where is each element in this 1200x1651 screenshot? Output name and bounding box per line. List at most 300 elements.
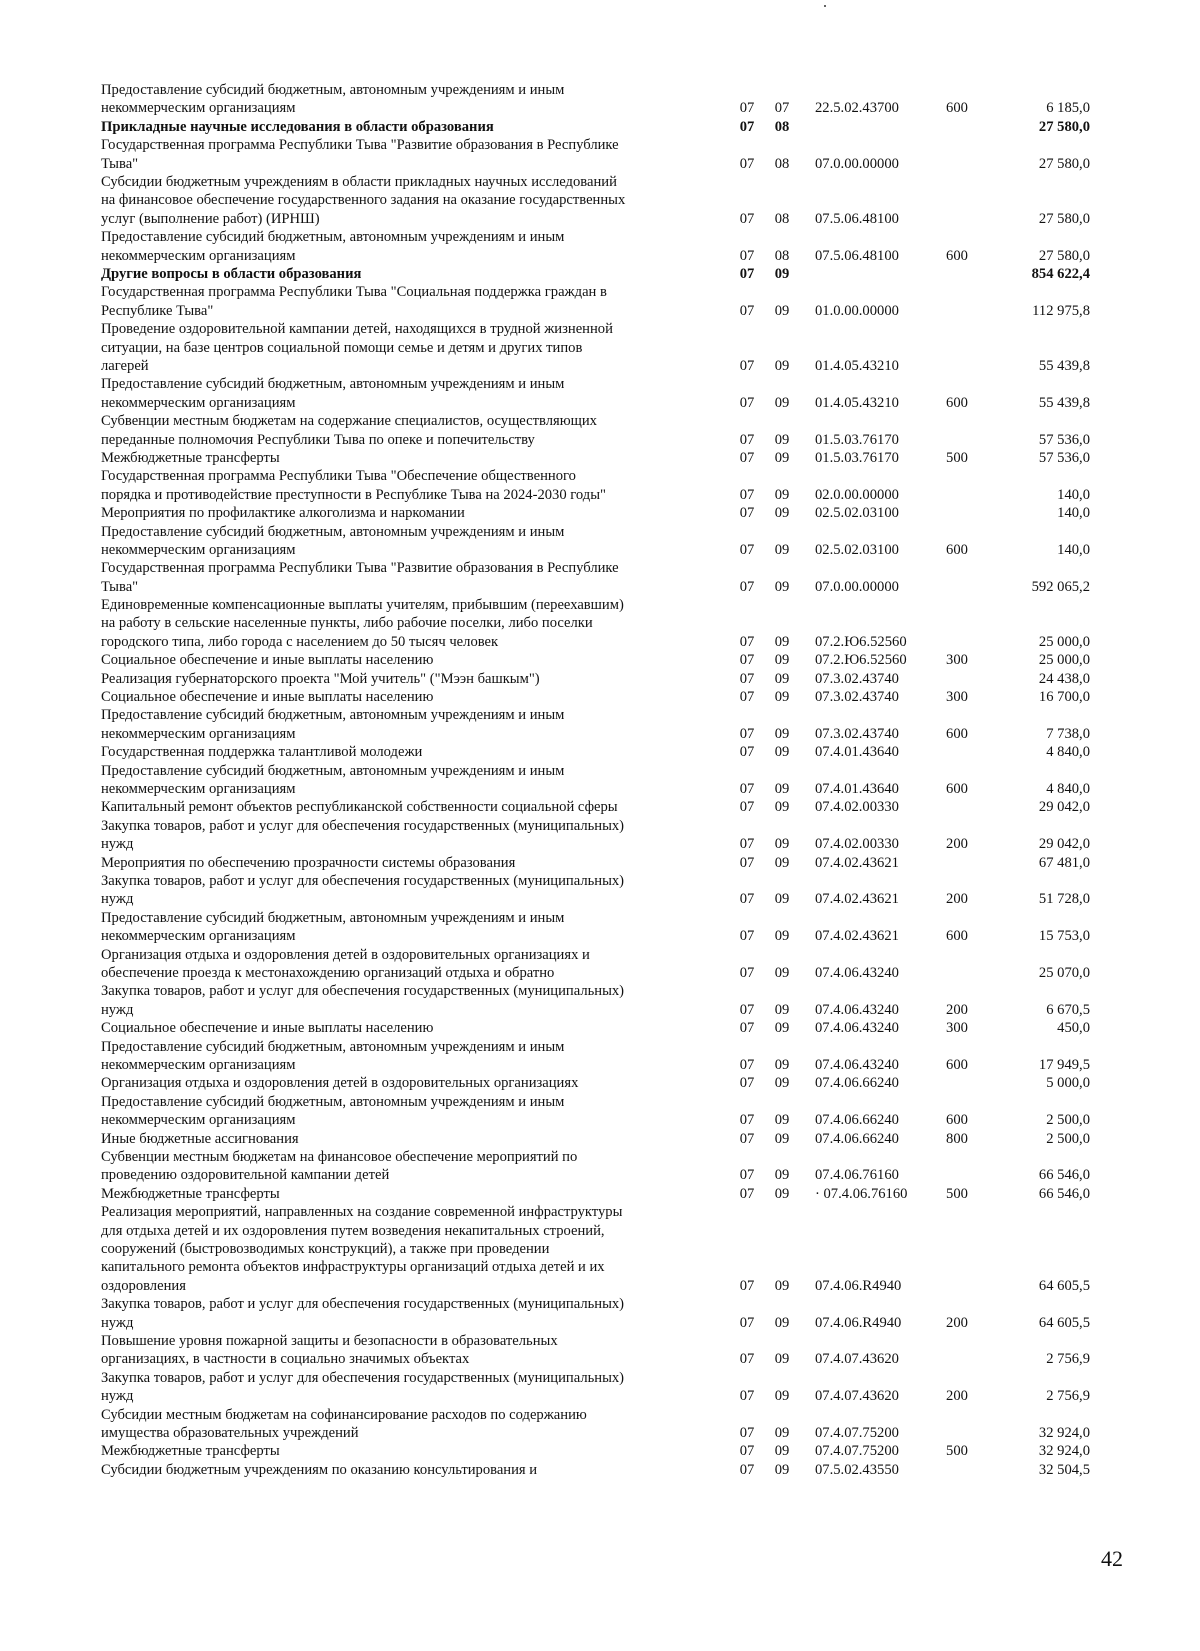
row-description: [101, 559, 711, 596]
amount: 24 438,0: [1038, 670, 1090, 687]
target-article-code: 07.4.02.43621: [815, 928, 899, 945]
amount: 140,0: [1057, 505, 1090, 522]
section-code: 07: [739, 836, 755, 853]
description-line: Государственная программа Республики Тыва "Развитие образования в Республике: [101, 137, 619, 154]
table-row: [0, 1461, 1200, 1479]
description-line: Мероприятия по обеспечению прозрачности системы образования: [101, 854, 516, 871]
description-line: Межбюджетные трансферты: [101, 449, 280, 466]
amount: 57 536,0: [1038, 431, 1090, 448]
table-row: [0, 228, 1200, 265]
table-row: [0, 1442, 1200, 1460]
description-line: Капитальный ремонт объектов республиканской собственности социальной сферы: [101, 799, 618, 816]
table-row: [0, 1148, 1200, 1185]
target-article-code: 07.4.06.66240: [815, 1075, 899, 1092]
amount: 29 042,0: [1038, 799, 1090, 816]
target-article-code: 22.5.02.43700: [815, 100, 899, 117]
subsection-code: 09: [774, 781, 790, 798]
target-article-code: 07.4.06.43240: [815, 1057, 899, 1073]
table-row: [0, 854, 1200, 872]
row-description: [101, 762, 711, 799]
section-code: 07: [739, 449, 755, 466]
row-description: [101, 283, 711, 320]
subsection-code: 09: [774, 928, 790, 945]
target-article-code: 07.5.06.48100: [815, 210, 899, 227]
expense-type-code: 500: [946, 449, 968, 466]
table-row: [0, 504, 1200, 522]
section-code: 07: [739, 357, 755, 374]
target-article-code: 07.4.07.43620: [815, 1351, 899, 1368]
expense-type-code: 500: [946, 1443, 968, 1460]
amount: 32 924,0: [1038, 1424, 1090, 1441]
row-description: [101, 1185, 711, 1203]
target-article-code: 07.5.02.43550: [815, 1461, 899, 1478]
description-line: оздоровления: [101, 1277, 186, 1294]
subsection-code: 09: [774, 1388, 790, 1405]
description-line: нужд: [101, 891, 134, 908]
description-line: Иные бюджетные ассигнования: [101, 1130, 299, 1147]
row-description: [101, 596, 711, 651]
expense-type-code: 300: [946, 652, 968, 669]
table-row: [0, 1038, 1200, 1075]
section-code: 07: [739, 1001, 755, 1018]
description-line: Другие вопросы в области образования: [101, 265, 362, 282]
section-code: 07: [739, 744, 755, 761]
description-line: услуг (выполнение работ) (ИРНШ): [101, 210, 320, 227]
description-line: Реализация мероприятий, направленных на создание современной инфраструктуры: [101, 1204, 623, 1221]
amount: 66 546,0: [1038, 1167, 1090, 1184]
row-description: [101, 1019, 711, 1037]
amount: 32 504,5: [1038, 1461, 1090, 1478]
row-description: [101, 1369, 711, 1406]
target-article-code: 01.0.00.00000: [815, 302, 899, 319]
amount: 4 840,0: [1046, 781, 1090, 798]
description-line: порядка и противодействие преступности в Республике Тыва на 2024-2030 годы": [101, 486, 606, 503]
row-description: [101, 798, 711, 816]
amount: 55 439,8: [1038, 394, 1090, 411]
amount: 25 070,0: [1038, 965, 1090, 982]
section-code: 07: [739, 1443, 755, 1460]
subsection-code: 09: [774, 541, 790, 558]
row-description: [101, 449, 711, 467]
table-row: [0, 706, 1200, 743]
target-article-code: 07.2.Ю6.52560: [815, 633, 907, 650]
target-article-code: 07.3.02.43740: [815, 689, 899, 706]
row-description: [101, 872, 711, 909]
amount: 2 756,9: [1046, 1351, 1090, 1368]
row-description: [101, 118, 711, 136]
subsection-code: 09: [774, 1185, 790, 1202]
subsection-code: 08: [774, 210, 790, 227]
subsection-code: 09: [774, 505, 790, 522]
section-code: 07: [739, 394, 755, 411]
target-article-code: 07.4.06.66240: [815, 1112, 899, 1129]
description-line: Закупка товаров, работ и услуг для обеспечения государственных (муниципальных): [101, 1296, 625, 1313]
target-article-code: 07.4.06.66240: [815, 1130, 899, 1147]
amount: 64 605,5: [1038, 1314, 1090, 1331]
description-line: нужд: [101, 1314, 134, 1331]
table-row: [0, 1203, 1200, 1295]
subsection-code: 07: [774, 100, 790, 117]
target-article-code: 07.0.00.00000: [815, 578, 899, 595]
amount: 140,0: [1057, 541, 1090, 558]
row-description: [101, 1203, 711, 1295]
subsection-code: 09: [774, 1314, 790, 1331]
description-line: капитального ремонта объектов инфраструктуры организаций отдыха детей и их: [101, 1259, 605, 1276]
expense-type-code: 300: [946, 1020, 968, 1037]
subsection-code: 09: [774, 1130, 790, 1147]
target-article-code: 07.4.01.43640: [815, 781, 899, 798]
subsection-code: 09: [774, 744, 790, 761]
subsection-code: 09: [774, 1112, 790, 1129]
row-description: [101, 320, 711, 375]
section-code: 07: [739, 541, 755, 558]
table-row: [0, 1369, 1200, 1406]
row-description: [101, 1332, 711, 1369]
amount: 25 000,0: [1038, 652, 1090, 669]
amount: 32 924,0: [1038, 1443, 1090, 1460]
target-article-code: 07.4.02.43621: [815, 891, 899, 908]
subsection-code: 09: [774, 965, 790, 982]
amount: 2 756,9: [1046, 1388, 1090, 1405]
table-row: [0, 1406, 1200, 1443]
section-code: 07: [739, 725, 755, 742]
target-article-code: 07.4.07.75200: [815, 1443, 899, 1460]
target-article-code: 02.5.02.03100: [815, 541, 899, 558]
table-row: [0, 670, 1200, 688]
subsection-code: 09: [774, 633, 790, 650]
section-code: 07: [739, 781, 755, 798]
description-line: некоммерческим организациям: [101, 928, 296, 945]
description-line: некоммерческим организациям: [101, 781, 296, 798]
description-line: Предоставление субсидий бюджетным, автономным учреждениям и иным: [101, 523, 565, 540]
amount: 25 000,0: [1038, 633, 1090, 650]
description-line: проведению оздоровительной кампании детей: [101, 1167, 390, 1184]
expense-type-code: 600: [946, 1112, 968, 1129]
amount: 6 185,0: [1046, 100, 1090, 117]
table-row: [0, 651, 1200, 669]
row-description: [101, 1093, 711, 1130]
table-row: [0, 283, 1200, 320]
section-code: 07: [739, 854, 755, 871]
expense-type-code: 600: [946, 247, 968, 264]
description-line: Прикладные научные исследования в области образования: [101, 118, 494, 135]
table-row: [0, 449, 1200, 467]
expense-type-code: 600: [946, 100, 968, 117]
subsection-code: 09: [774, 1424, 790, 1441]
description-line: Социальное обеспечение и иные выплаты населению: [101, 1020, 434, 1037]
row-description: [101, 651, 711, 669]
description-line: нужд: [101, 1001, 134, 1018]
row-description: [101, 467, 711, 504]
subsection-code: 09: [774, 431, 790, 448]
section-code: 07: [739, 652, 755, 669]
row-description: [101, 265, 711, 283]
target-article-code: 02.0.00.00000: [815, 486, 899, 503]
description-line: нужд: [101, 1388, 134, 1405]
table-row: [0, 688, 1200, 706]
table-row: [0, 596, 1200, 651]
row-description: [101, 946, 711, 983]
table-row: [0, 946, 1200, 983]
amount: 27 580,0: [1038, 210, 1090, 227]
target-article-code: 07.4.06.43240: [815, 965, 899, 982]
subsection-code: 09: [774, 357, 790, 374]
expense-type-code: 200: [946, 1001, 968, 1018]
amount: 29 042,0: [1038, 836, 1090, 853]
description-line: ситуации, на базе центров социальной помощи семье и детям и других типов: [101, 339, 583, 356]
subsection-code: 08: [774, 247, 790, 264]
subsection-code: 09: [774, 652, 790, 669]
row-description: [101, 173, 711, 228]
section-code: 07: [739, 1277, 755, 1294]
description-line: Закупка товаров, работ и услуг для обеспечения государственных (муниципальных): [101, 983, 625, 1000]
section-code: 07: [739, 1112, 755, 1129]
subsection-code: 09: [774, 670, 790, 687]
amount: 450,0: [1057, 1020, 1090, 1037]
description-line: Повышение уровня пожарной защиты и безопасности в образовательных: [101, 1332, 558, 1349]
expense-type-code: 600: [946, 781, 968, 798]
section-code: 07: [739, 1020, 755, 1037]
section-code: 07: [739, 155, 755, 172]
target-article-code: 07.4.06.43240: [815, 1020, 899, 1037]
expense-type-code: 800: [946, 1130, 968, 1147]
subsection-code: 09: [774, 486, 790, 503]
subsection-code: 09: [774, 1351, 790, 1368]
description-line: имущества образовательных учреждений: [101, 1424, 359, 1441]
subsection-code: 09: [774, 265, 790, 282]
table-row: [0, 81, 1200, 118]
expense-type-code: 200: [946, 891, 968, 908]
amount: 2 500,0: [1046, 1112, 1090, 1129]
expense-type-code: 200: [946, 1388, 968, 1405]
subsection-code: 08: [774, 155, 790, 172]
page-number: 42: [1101, 1546, 1123, 1571]
section-code: 07: [739, 1351, 755, 1368]
target-article-code: 07.4.02.00330: [815, 799, 899, 816]
description-line: Единовременные компенсационные выплаты учителям, прибывшим (переехавшим): [101, 597, 624, 614]
row-description: [101, 854, 711, 872]
description-line: Субсидии местным бюджетам на софинансирование расходов по содержанию: [101, 1406, 587, 1423]
table-row: [0, 173, 1200, 228]
table-row: [0, 1185, 1200, 1203]
row-description: [101, 523, 711, 560]
target-article-code: 01.5.03.76170: [815, 431, 899, 448]
description-line: Закупка товаров, работ и услуг для обеспечения государственных (муниципальных): [101, 1369, 625, 1386]
section-code: 07: [739, 100, 755, 117]
description-line: Межбюджетные трансферты: [101, 1185, 280, 1202]
section-code: 07: [739, 1185, 755, 1202]
description-line: Организация отдыха и оздоровления детей в оздоровительных организациях и: [101, 946, 590, 963]
section-code: 07: [739, 118, 755, 135]
amount: 17 949,5: [1038, 1057, 1090, 1073]
budget-table: [0, 81, 1200, 1479]
table-row: [0, 1295, 1200, 1332]
section-code: 07: [739, 210, 755, 227]
amount: 16 700,0: [1038, 689, 1090, 706]
row-description: [101, 412, 711, 449]
description-line: некоммерческим организациям: [101, 100, 296, 117]
subsection-code: 09: [774, 1277, 790, 1294]
target-article-code: 07.2.Ю6.52560: [815, 652, 907, 669]
section-code: 07: [739, 1424, 755, 1441]
description-line: некоммерческим организациям: [101, 394, 296, 411]
description-line: Республике Тыва": [101, 302, 214, 319]
table-row: [0, 136, 1200, 173]
table-row: [0, 559, 1200, 596]
description-line: организациях, в частности в социально значимых объектах: [101, 1351, 470, 1368]
expense-type-code: 500: [946, 1185, 968, 1202]
section-code: 07: [739, 1461, 755, 1478]
row-description: [101, 136, 711, 173]
subsection-code: 09: [774, 449, 790, 466]
description-line: Мероприятия по профилактике алкоголизма и наркомании: [101, 505, 465, 522]
row-description: [101, 909, 711, 946]
section-code: 07: [739, 265, 755, 282]
section-code: 07: [739, 486, 755, 503]
subsection-code: 09: [774, 394, 790, 411]
target-article-code: 07.0.00.00000: [815, 155, 899, 172]
target-article-code: 01.5.03.76170: [815, 449, 899, 466]
row-description: [101, 743, 711, 761]
description-line: Предоставление субсидий бюджетным, автономным учреждениям и иным: [101, 909, 565, 926]
amount: 2 500,0: [1046, 1130, 1090, 1147]
description-line: некоммерческим организациям: [101, 725, 296, 742]
target-article-code: · 07.4.06.76160: [815, 1185, 908, 1202]
target-article-code: 07.4.06.76160: [815, 1167, 899, 1184]
subsection-code: 08: [774, 118, 790, 135]
section-code: 07: [739, 1075, 755, 1092]
section-code: 07: [739, 965, 755, 982]
row-description: [101, 1074, 711, 1092]
description-line: Субвенции местным бюджетам на финансовое обеспечение мероприятий по: [101, 1148, 578, 1165]
row-description: [101, 1038, 711, 1075]
subsection-code: 09: [774, 1057, 790, 1073]
subsection-code: 09: [774, 1461, 790, 1478]
amount: 27 580,0: [1038, 155, 1090, 172]
subsection-code: 09: [774, 1167, 790, 1184]
section-code: 07: [739, 1388, 755, 1405]
amount: 27 580,0: [1038, 118, 1090, 135]
section-code: 07: [739, 689, 755, 706]
description-line: Предоставление субсидий бюджетным, автономным учреждениям и иным: [101, 81, 565, 98]
description-line: Государственная программа Республики Тыва "Развитие образования в Республике: [101, 560, 619, 577]
amount: 6 670,5: [1046, 1001, 1090, 1018]
description-line: некоммерческим организациям: [101, 1057, 296, 1073]
table-row: [0, 798, 1200, 816]
amount: 57 536,0: [1038, 449, 1090, 466]
description-line: Тыва": [101, 155, 139, 172]
table-row: [0, 817, 1200, 854]
row-description: [101, 1295, 711, 1332]
section-code: 07: [739, 633, 755, 650]
description-line: Государственная программа Республики Тыва "Социальная поддержка граждан в: [101, 284, 607, 301]
target-article-code: 07.4.07.75200: [815, 1424, 899, 1441]
table-row: [0, 523, 1200, 560]
description-line: на финансовое обеспечение государственного задания на оказание государственных: [101, 192, 626, 209]
description-line: некоммерческим организациям: [101, 247, 296, 264]
row-description: [101, 81, 711, 118]
row-description: [101, 504, 711, 522]
subsection-code: 09: [774, 891, 790, 908]
section-row: [0, 118, 1200, 136]
subsection-code: 09: [774, 1443, 790, 1460]
section-code: 07: [739, 1314, 755, 1331]
row-description: [101, 1461, 711, 1479]
description-line: Субвенции местным бюджетам на содержание специалистов, осуществляющих: [101, 413, 597, 430]
expense-type-code: 600: [946, 541, 968, 558]
amount: 4 840,0: [1046, 744, 1090, 761]
row-description: [101, 706, 711, 743]
description-line: обеспечение проезда к местонахождению организаций отдыха и обратно: [101, 965, 555, 982]
target-article-code: 01.4.05.43210: [815, 394, 899, 411]
subsection-code: 09: [774, 799, 790, 816]
section-code: 07: [739, 1057, 755, 1073]
table-row: [0, 412, 1200, 449]
section-row: [0, 265, 1200, 283]
target-article-code: 07.4.06.R4940: [815, 1277, 902, 1294]
amount: 55 439,8: [1038, 357, 1090, 374]
amount: 15 753,0: [1038, 928, 1090, 945]
table-row: [0, 1074, 1200, 1092]
section-code: 07: [739, 505, 755, 522]
subsection-code: 09: [774, 725, 790, 742]
description-line: Проведение оздоровительной кампании детей, находящихся в трудной жизненной: [101, 321, 613, 338]
amount: 66 546,0: [1038, 1185, 1090, 1202]
row-description: [101, 1130, 711, 1148]
description-line: некоммерческим организациям: [101, 541, 296, 558]
amount: 27 580,0: [1038, 247, 1090, 264]
description-line: Тыва": [101, 578, 139, 595]
row-description: [101, 228, 711, 265]
description-line: переданные полномочия Республики Тыва по опеке и попечительству: [101, 431, 535, 448]
amount: 64 605,5: [1038, 1277, 1090, 1294]
section-code: 07: [739, 1130, 755, 1147]
subsection-code: 09: [774, 689, 790, 706]
subsection-code: 09: [774, 1075, 790, 1092]
row-description: [101, 1148, 711, 1185]
description-line: сооружений (быстровозводимых конструкций), а также при проведении: [101, 1240, 550, 1257]
table-row: [0, 743, 1200, 761]
description-line: Социальное обеспечение и иные выплаты населению: [101, 689, 434, 706]
row-description: [101, 375, 711, 412]
description-line: Предоставление субсидий бюджетным, автономным учреждениям и иным: [101, 229, 565, 246]
subsection-code: 09: [774, 854, 790, 871]
scan-speck: [824, 5, 826, 7]
target-article-code: 07.4.07.43620: [815, 1388, 899, 1405]
amount: 140,0: [1057, 486, 1090, 503]
target-article-code: 02.5.02.03100: [815, 505, 899, 522]
description-line: Государственная программа Республики Тыва "Обеспечение общественного: [101, 468, 576, 485]
target-article-code: 07.4.02.00330: [815, 836, 899, 853]
table-row: [0, 909, 1200, 946]
target-article-code: 07.3.02.43740: [815, 670, 899, 687]
description-line: Закупка товаров, работ и услуг для обеспечения государственных (муниципальных): [101, 873, 625, 890]
table-row: [0, 872, 1200, 909]
row-description: [101, 670, 711, 688]
amount: 112 975,8: [1032, 302, 1090, 319]
description-line: Предоставление субсидий бюджетным, автономным учреждениям и иным: [101, 762, 565, 779]
description-line: Предоставление субсидий бюджетным, автономным учреждениям и иным: [101, 1038, 565, 1055]
section-code: 07: [739, 578, 755, 595]
amount: 67 481,0: [1038, 854, 1090, 871]
target-article-code: 07.4.01.43640: [815, 744, 899, 761]
section-code: 07: [739, 247, 755, 264]
description-line: Предоставление субсидий бюджетным, автономным учреждениям и иным: [101, 376, 565, 393]
amount: 854 622,4: [1031, 265, 1090, 282]
subsection-code: 09: [774, 1001, 790, 1018]
table-row: [0, 762, 1200, 799]
section-code: 07: [739, 431, 755, 448]
